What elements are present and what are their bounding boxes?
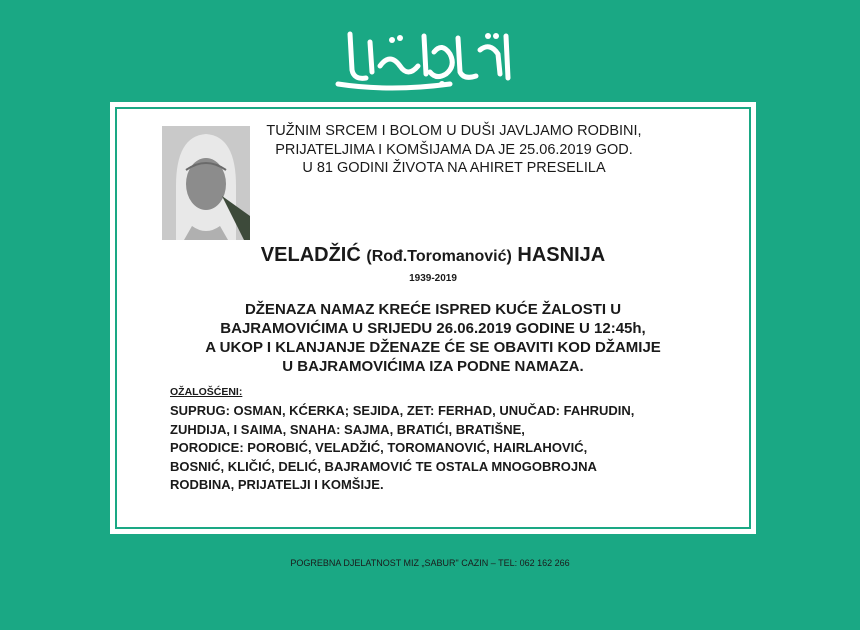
maiden-name: (Rođ.Toromanović) <box>366 248 512 265</box>
mourners-list <box>170 402 730 495</box>
mourners-line: SUPRUG: OSMAN, KĆERKA; SEJIDA, ZET: FERHAD, UNUČAD: FAHRUDIN, <box>170 403 635 418</box>
funeral-line: A UKOP I KLANJANJE DŽENAZE ĆE SE OBAVITI KOD DŽAMIJE <box>205 339 661 356</box>
mourners-heading: OŽALOŠĆENI: <box>170 386 243 398</box>
arabic-calligraphy-icon <box>330 22 530 94</box>
announcement-line: PRIJATELJIMA I KOMŠIJAMA DA JE 25.06.2019 GOD. <box>275 141 633 158</box>
announcement-line: TUŽNIM SRCEM I BOLOM U DUŠI JAVLJAMO RODBINI, <box>266 123 642 139</box>
funeral-details <box>150 300 716 376</box>
mourners-line: PORODICE: POROBIĆ, VELADŽIĆ, TOROMANOVIĆ, HAIRLAHOVIĆ, <box>170 440 588 455</box>
funeral-line: DŽENAZA NAMAZ KREĆE ISPRED KUĆE ŽALOSTI U <box>244 301 622 318</box>
announcement-text <box>256 122 652 178</box>
funeral-service-footer: POGREBNA DJELATNOST MIZ „SABUR" CAZIN – TEL: 062 162 266 <box>290 558 570 568</box>
mourners-line: ZUHDIJA, I SAIMA, SNAHA: SAJMA, BRATIĆI, BRATIŠNE, <box>170 421 525 437</box>
deceased-portrait <box>162 126 250 240</box>
given-name: HASNIJA <box>517 244 606 266</box>
portrait-graphic <box>162 126 250 240</box>
mourners-line: BOSNIĆ, KLIČIĆ, DELIĆ, BAJRAMOVIĆ TE OSTALA MNOGOBROJNA <box>170 458 597 474</box>
mourners-line: RODBINA, PRIJATELJI I KOMŠIJE. <box>170 477 384 492</box>
deceased-name <box>110 244 756 267</box>
funeral-line: U BAJRAMOVIĆIMA IZA PODNE NAMAZA. <box>282 358 584 375</box>
announcement-line: U 81 GODINI ŽIVOTA NA AHIRET PRESELILA <box>302 160 606 176</box>
life-years: 1939-2019 <box>409 273 457 284</box>
funeral-line: BAJRAMOVIĆIMA U SRIJEDU 26.06.2019 GODINE U 12:45h, <box>220 320 646 337</box>
surname: VELADŽIĆ <box>260 244 361 266</box>
calligraphy-graphic <box>330 22 530 94</box>
notice-panel <box>110 102 756 534</box>
